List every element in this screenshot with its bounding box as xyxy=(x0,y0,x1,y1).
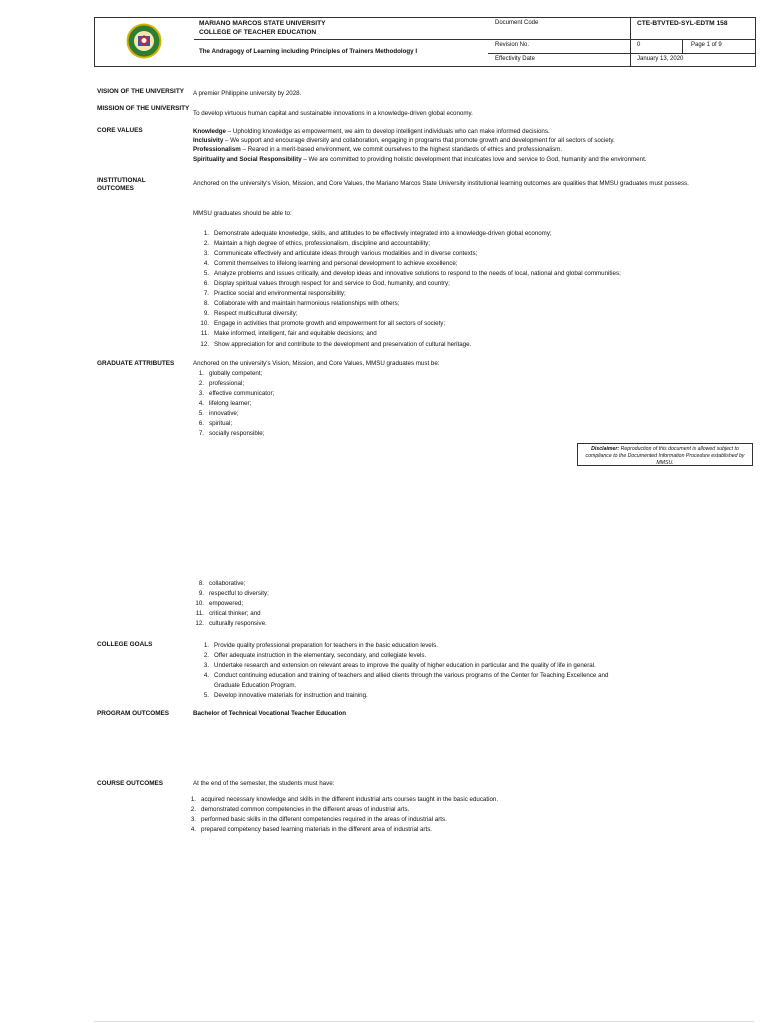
mission-label: MISSION OF THE UNIVERSITY xyxy=(97,105,190,112)
graduate-attributes-label: GRADUATE ATTRIBUTES xyxy=(97,360,175,367)
list-item: 10. Engage in activities that promote growth and empowerment for all sectors of society; xyxy=(200,320,446,328)
list-item: 5. Analyze problems and issues critically, and develop ideas and innovative solutions to respond to the needs of local, national and global communities; xyxy=(203,270,621,278)
program-outcomes-text: Bachelor of Technical Vocational Teacher Education xyxy=(193,710,347,717)
list-item: 3. Communicate effectively and articulate ideas through various modalities and in diverse contexts; xyxy=(203,250,478,258)
list-item-continuation: Graduate Education Program. xyxy=(214,682,297,690)
college-name: COLLEGE OF TEACHER EDUCATION xyxy=(199,29,317,36)
list-item: 8. Collaborate with and maintain harmonious relationships with others; xyxy=(203,300,400,308)
course-outcomes-list xyxy=(180,795,498,835)
list-item: 2. professional; xyxy=(198,380,245,388)
disclaimer-box xyxy=(577,443,753,466)
university-name: MARIANO MARCOS STATE UNIVERSITY xyxy=(199,20,326,27)
revision-value: 0 xyxy=(637,42,641,48)
core-value-item: Spirituality and Social Responsibility – We are committed to providing holistic development that inculcates love and service to God, humanity and the environment. xyxy=(193,155,647,163)
university-seal-logo xyxy=(126,23,162,59)
effectivity-date: January 13, 2020 xyxy=(637,56,684,62)
list-item: 6. spiritual; xyxy=(198,420,233,428)
college-goals-list xyxy=(193,641,608,701)
vision-text: A premier Philippine university by 2028. xyxy=(193,90,302,97)
course-outcomes-intro: At the end of the semester, the students must have: xyxy=(193,780,335,787)
logo-cell xyxy=(95,18,194,66)
list-item: 12. culturally responsive. xyxy=(195,620,267,628)
core-value-item: Professionalism – Reared in a merit-based environment, we commit ourselves to the highest standards of ethics and professionalism. xyxy=(193,146,563,154)
institutional-outcomes-intro: Anchored on the university's Vision, Mission, and Core Values, the Mariano Marcos State University institutional learning outcomes are qualities that MMSU graduates must possess. xyxy=(193,180,689,187)
core-value-item: Knowledge – Upholding knowledge as empowerment, we aim to develop intelligent individuals who can make informed decisions. xyxy=(193,128,550,135)
list-item: 4. prepared competency based learning materials in the different area of industrial arts. xyxy=(190,826,433,834)
page-number: Page 1 of 9 xyxy=(691,42,722,48)
list-item: 1. acquired necessary knowledge and skills in the different industrial arts courses taught in the basic education. xyxy=(190,796,499,803)
list-item: 2. Offer adequate instruction in the elementary, secondary, and collegiate levels. xyxy=(203,652,427,660)
institutional-outcomes-lead: MMSU graduates should be able to: xyxy=(193,210,292,217)
list-item: 10. empowered; xyxy=(195,600,244,608)
list-item: 9. respectful to diversity; xyxy=(198,590,269,598)
list-item: 3. effective communicator; xyxy=(198,390,275,398)
core-value-item: Inclusivity – We support and encourage diversity and collaboration, engaging in programs that promote growth and development for all sectors of society. xyxy=(193,137,615,145)
document-code-label: Document Code xyxy=(495,20,539,26)
list-item: 9. Respect multicultural diversity; xyxy=(203,310,298,318)
list-item: 8. collaborative; xyxy=(198,580,246,587)
page-bottom-divider xyxy=(94,1021,754,1022)
disclaimer-title: Disclaimer: xyxy=(591,446,620,452)
list-item: 2. demonstrated common competencies in the different areas of industrial arts. xyxy=(190,806,410,814)
disclaimer-text: Reproduction of this document is allowed subject to compliance to the Documented Information Procedure established by MMSU. xyxy=(585,446,745,466)
graduate-attributes-list-continued xyxy=(188,579,269,629)
vision-label: VISION OF THE UNIVERSITY xyxy=(97,88,184,95)
list-item: 3. performed basic skills in the different competencies required in the areas of industrial arts. xyxy=(190,816,447,824)
list-item: 12. Show appreciation for and contribute to the development and preservation of cultural heritage. xyxy=(200,340,472,348)
list-item: 4. Conduct continuing education and training of teachers and allied clients through the various programs of the Center for Teaching Excellence and xyxy=(203,672,609,680)
document-code-value: CTE-BTVTED-SYL-EDTM 158 xyxy=(637,20,728,27)
mission-text: To develop virtuous human capital and sustainable innovations in a knowledge-driven global economy. xyxy=(193,110,473,117)
institutional-outcomes-label: INSTITUTIONAL OUTCOMES xyxy=(97,177,146,193)
course-title: The Andragogy of Learning including Principles of Trainers Methodology I xyxy=(199,48,418,55)
program-outcomes-label: PROGRAM OUTCOMES xyxy=(97,710,170,717)
document-header xyxy=(94,17,756,67)
graduate-attributes-list xyxy=(188,369,274,439)
core-values-list xyxy=(193,127,753,164)
list-item: 7. Practice social and environmental responsibility; xyxy=(203,290,346,298)
list-item: 4. Commit themselves to lifelong learning and personal development to achieve excellence; xyxy=(203,260,458,268)
graduate-attributes-intro: Anchored on the university's Vision, Mission, and Core Values, MMSU graduates must be: xyxy=(193,360,440,367)
list-item: 2. Maintain a high degree of ethics, professionalism, discipline and accountability; xyxy=(203,240,430,248)
list-item: 1. Provide quality professional preparation for teachers in the basic education levels. xyxy=(203,642,438,649)
revision-label: Revision No. xyxy=(495,42,530,48)
list-item: 5. innovative; xyxy=(198,410,239,418)
list-item: 7. socially responsible; xyxy=(198,430,265,438)
effectivity-label: Effectivity Date xyxy=(495,56,535,62)
core-values-label: CORE VALUES xyxy=(97,127,143,134)
list-item: 11. Make informed, intelligent, fair and equitable decisions; and xyxy=(200,330,377,338)
course-outcomes-label: COURSE OUTCOMES xyxy=(97,780,164,787)
list-item: 6. Display spiritual values through respect for and service to God, humanity, and country; xyxy=(203,280,450,288)
institutional-outcomes-list xyxy=(193,229,621,350)
list-item: 4. lifelong learner; xyxy=(198,400,252,408)
title-cell xyxy=(194,18,488,66)
list-item: 1. Demonstrate adequate knowledge, skills, and attitudes to be effectively integrated into a knowledge-driven global economy; xyxy=(203,230,552,237)
list-item: 3. Undertake research and extension on relevant areas to improve the quality of higher education in particular and the quality of life in general. xyxy=(203,662,596,670)
college-goals-label: COLLEGE GOALS xyxy=(97,641,153,648)
list-item: 5. Develop innovative materials for instruction and training. xyxy=(203,692,368,700)
list-item: 1. globally competent; xyxy=(198,370,263,377)
list-item: 11. critical thinker; and xyxy=(195,610,261,618)
